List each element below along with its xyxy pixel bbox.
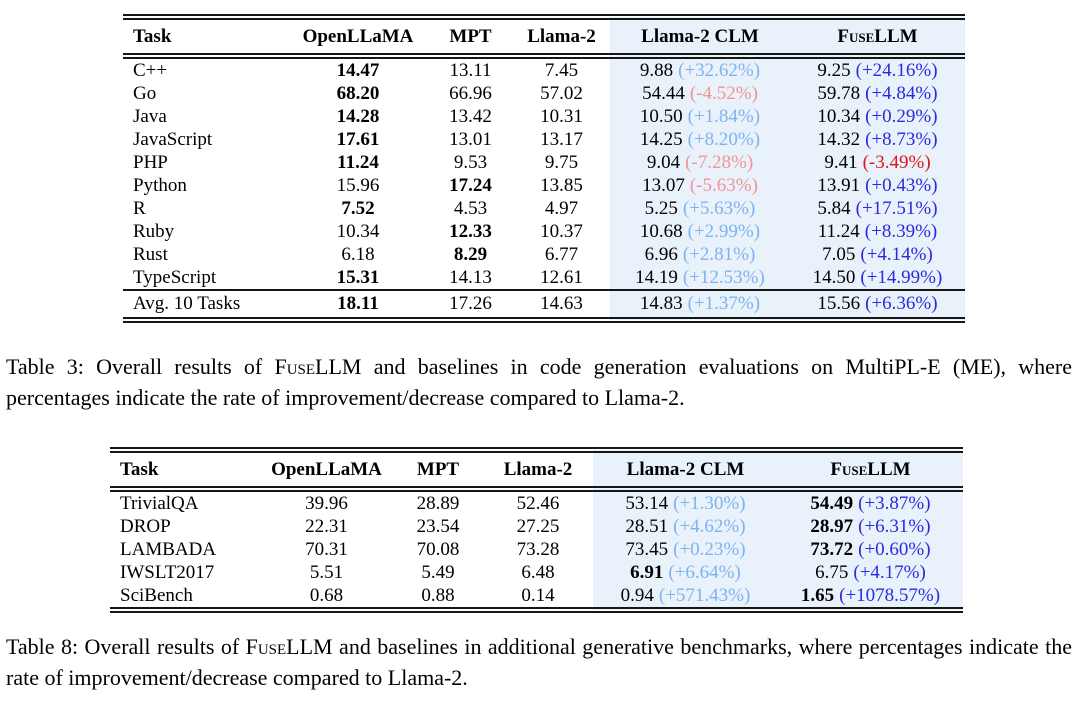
score-value: 4.53 xyxy=(453,197,488,219)
score-cell xyxy=(288,220,428,243)
score-cell xyxy=(260,489,393,515)
percent-change: (+4.17%) xyxy=(853,561,926,583)
task-name-cell: PHP xyxy=(133,151,168,173)
score-cell xyxy=(428,151,513,174)
table-row-ruby xyxy=(123,220,965,243)
table-row-rust xyxy=(123,243,965,266)
percent-change: (+2.81%) xyxy=(682,243,756,265)
score-value: 66.96 xyxy=(449,82,492,104)
score-value: 13.01 xyxy=(449,128,492,150)
score-cell xyxy=(428,290,513,320)
task-name-cell: Python xyxy=(133,174,187,196)
score-value: 17.26 xyxy=(449,293,492,314)
score-value: 13.07 xyxy=(642,174,685,196)
fuse-score-cell xyxy=(790,290,965,320)
score-cell xyxy=(428,197,513,220)
score-value: 9.53 xyxy=(453,151,488,173)
score-cell xyxy=(513,290,610,320)
score-cell xyxy=(483,584,593,610)
task-name-cell: TrivialQA xyxy=(120,492,199,514)
score-value: 10.34 xyxy=(336,220,380,242)
score-value: 8.29 xyxy=(453,243,488,265)
clm-score-cell xyxy=(593,538,778,561)
score-value: 6.18 xyxy=(341,243,375,265)
task-name-cell: Java xyxy=(133,105,167,127)
score-value: 1.65 xyxy=(800,584,835,606)
score-cell xyxy=(483,561,593,584)
score-value: 15.31 xyxy=(336,266,380,288)
score-value: 17.61 xyxy=(336,128,380,150)
task-name-cell: LAMBADA xyxy=(120,538,217,560)
score-cell xyxy=(428,174,513,197)
score-value: 68.20 xyxy=(336,82,380,104)
score-cell xyxy=(483,515,593,538)
score-cell xyxy=(393,561,483,584)
score-value: 54.49 xyxy=(810,492,854,514)
fuse-score-cell xyxy=(778,538,963,561)
score-value: 73.72 xyxy=(810,538,854,560)
score-cell xyxy=(260,538,393,561)
percent-change: (+4.14%) xyxy=(860,243,933,265)
task-name-cell: Rust xyxy=(133,243,168,265)
table-8-header-row xyxy=(110,450,963,489)
percent-change: (-7.28%) xyxy=(685,151,754,173)
table-row-scibench xyxy=(110,584,963,610)
score-cell xyxy=(393,538,483,561)
column-header-task: Task xyxy=(123,17,288,56)
table-row-avg-10-tasks xyxy=(123,290,965,320)
score-cell xyxy=(393,584,483,610)
score-cell xyxy=(288,56,428,82)
percent-change: (-5.63%) xyxy=(689,174,758,196)
score-cell xyxy=(288,151,428,174)
percent-change: (+6.36%) xyxy=(865,293,938,314)
score-value: 23.54 xyxy=(416,515,460,537)
percent-change: (+6.64%) xyxy=(668,561,741,583)
score-value: 39.96 xyxy=(305,492,348,514)
task-name-cell: C++ xyxy=(133,59,168,81)
clm-score-cell xyxy=(610,105,790,128)
percent-change: (+0.29%) xyxy=(865,105,938,127)
score-value: 11.24 xyxy=(817,220,860,242)
score-value: 12.33 xyxy=(449,220,492,242)
score-cell xyxy=(260,584,393,610)
score-cell xyxy=(288,174,428,197)
score-value: 73.45 xyxy=(625,538,669,560)
table-row-trivialqa xyxy=(110,489,963,515)
score-value: 28.89 xyxy=(416,492,460,514)
table-row-r xyxy=(123,197,965,220)
score-value: 10.31 xyxy=(540,105,583,127)
percent-change: (+8.73%) xyxy=(865,128,938,150)
column-header-fusellm: FuseLLM xyxy=(778,450,963,489)
clm-score-cell xyxy=(610,128,790,151)
percent-change: (+8.39%) xyxy=(864,220,938,242)
percent-change: (+12.53%) xyxy=(682,266,765,288)
score-value: 5.49 xyxy=(421,561,455,583)
score-cell xyxy=(428,56,513,82)
column-header-mpt: MPT xyxy=(393,450,483,489)
clm-score-cell xyxy=(593,489,778,515)
score-cell xyxy=(428,82,513,105)
fuse-score-cell xyxy=(790,128,965,151)
score-value: 73.28 xyxy=(516,538,560,560)
score-value: 22.31 xyxy=(305,515,348,537)
task-name-cell: IWSLT2017 xyxy=(120,561,215,583)
percent-change: (+3.87%) xyxy=(858,492,931,514)
score-value: 13.17 xyxy=(540,128,583,150)
percent-change: (+4.84%) xyxy=(865,82,938,104)
table-3-caption xyxy=(6,351,1072,413)
table-row-php xyxy=(123,151,965,174)
clm-score-cell xyxy=(610,56,790,82)
task-name-cell: Avg. 10 Tasks xyxy=(123,290,288,320)
clm-score-cell xyxy=(610,290,790,320)
score-value: 6.91 xyxy=(630,561,664,583)
score-value: 14.13 xyxy=(449,266,492,288)
table-row-go xyxy=(123,82,965,105)
percent-change: (+0.23%) xyxy=(673,538,746,560)
score-value: 10.34 xyxy=(817,105,861,127)
score-cell xyxy=(513,56,610,82)
clm-score-cell xyxy=(593,584,778,610)
score-cell xyxy=(428,266,513,290)
clm-score-cell xyxy=(593,561,778,584)
score-value: 6.77 xyxy=(544,243,579,265)
column-header-openllama: OpenLLaMA xyxy=(260,450,393,489)
percent-change: (+0.60%) xyxy=(858,538,931,560)
percent-change: (+1.84%) xyxy=(687,105,761,127)
task-name-cell: R xyxy=(133,197,146,219)
score-cell xyxy=(513,105,610,128)
fuse-score-cell xyxy=(790,82,965,105)
percent-change: (+1078.57%) xyxy=(839,584,941,606)
caption-text: and baselines in additional generative benchmarks, where percentages indicate the rate of improvement/decrease compared to Llama-2. xyxy=(6,634,1072,690)
score-value: 70.08 xyxy=(416,538,460,560)
fuse-score-cell xyxy=(790,105,965,128)
score-cell xyxy=(513,128,610,151)
score-value: 12.61 xyxy=(540,266,583,288)
score-cell xyxy=(428,220,513,243)
score-cell xyxy=(288,197,428,220)
percent-change: (+4.62%) xyxy=(673,515,746,537)
task-name-cell: TypeScript xyxy=(133,266,217,288)
score-value: 13.91 xyxy=(817,174,861,196)
score-cell xyxy=(513,220,610,243)
clm-score-cell xyxy=(610,82,790,105)
score-value: 13.11 xyxy=(449,59,492,81)
score-value: 4.97 xyxy=(544,197,579,219)
percent-change: (+571.43%) xyxy=(658,584,751,606)
task-name-cell: Go xyxy=(133,82,157,104)
percent-change: (-4.52%) xyxy=(689,82,758,104)
score-value: 57.02 xyxy=(540,82,583,104)
score-value: 7.52 xyxy=(341,197,375,219)
score-value: 9.75 xyxy=(544,151,579,173)
fuse-score-cell xyxy=(790,151,965,174)
table-row-drop xyxy=(110,515,963,538)
score-value: 14.28 xyxy=(336,105,380,127)
fusellm-brand-text: FuseLLM xyxy=(274,354,362,379)
table-3-results xyxy=(123,14,965,323)
score-value: 14.47 xyxy=(336,59,380,81)
table-3-header-row xyxy=(123,17,965,56)
caption-text: Table 3: Overall results of xyxy=(6,354,275,379)
clm-score-cell xyxy=(610,266,790,290)
fuse-score-cell xyxy=(790,220,965,243)
score-value: 5.84 xyxy=(817,197,851,219)
score-value: 13.85 xyxy=(540,174,583,196)
score-cell xyxy=(483,489,593,515)
score-cell xyxy=(513,151,610,174)
score-value: 0.14 xyxy=(521,584,555,606)
clm-score-cell xyxy=(610,197,790,220)
score-value: 59.78 xyxy=(817,82,861,104)
score-value: 6.75 xyxy=(815,561,849,583)
fuse-score-cell xyxy=(778,489,963,515)
score-cell xyxy=(288,243,428,266)
score-value: 11.24 xyxy=(337,151,379,173)
clm-score-cell xyxy=(593,515,778,538)
score-cell xyxy=(428,128,513,151)
clm-score-cell xyxy=(610,151,790,174)
score-value: 10.37 xyxy=(540,220,583,242)
score-value: 28.97 xyxy=(810,515,854,537)
table-row-python xyxy=(123,174,965,197)
percent-change: (+5.63%) xyxy=(682,197,756,219)
percent-change: (+24.16%) xyxy=(855,59,938,81)
fusellm-brand-text: FuseLLM xyxy=(245,634,333,659)
score-value: 9.88 xyxy=(639,59,674,81)
table-row-javascript xyxy=(123,128,965,151)
score-value: 9.41 xyxy=(824,151,858,173)
score-value: 14.50 xyxy=(812,266,856,288)
score-cell xyxy=(288,82,428,105)
column-header-fusellm: FuseLLM xyxy=(790,17,965,56)
fuse-score-cell xyxy=(778,561,963,584)
score-value: 27.25 xyxy=(516,515,560,537)
score-value: 10.50 xyxy=(639,105,683,127)
score-value: 17.24 xyxy=(449,174,492,196)
score-cell xyxy=(428,105,513,128)
score-cell xyxy=(393,489,483,515)
score-cell xyxy=(393,515,483,538)
table-8-caption xyxy=(6,631,1072,693)
score-value: 0.88 xyxy=(421,584,455,606)
score-value: 52.46 xyxy=(516,492,560,514)
task-name-cell: DROP xyxy=(120,515,171,537)
table-8-container xyxy=(110,447,963,613)
score-value: 5.25 xyxy=(644,197,678,219)
column-header-task: Task xyxy=(110,450,260,489)
score-cell xyxy=(483,538,593,561)
table-row-lambada xyxy=(110,538,963,561)
table-row-iwslt2017 xyxy=(110,561,963,584)
score-cell xyxy=(288,290,428,320)
score-value: 6.96 xyxy=(644,243,678,265)
score-value: 15.96 xyxy=(336,174,380,196)
score-value: 5.51 xyxy=(309,561,344,583)
percent-change: (+17.51%) xyxy=(855,197,938,219)
fuse-score-cell xyxy=(778,584,963,610)
score-cell xyxy=(513,82,610,105)
task-name-cell: SciBench xyxy=(120,584,193,606)
table-row-typescript xyxy=(123,266,965,290)
percent-change: (+1.30%) xyxy=(673,492,746,514)
score-value: 14.63 xyxy=(540,293,583,314)
score-value: 10.68 xyxy=(639,220,683,242)
column-header-openllama: OpenLLaMA xyxy=(288,17,428,56)
clm-score-cell xyxy=(610,174,790,197)
score-value: 14.19 xyxy=(635,266,678,288)
fuse-score-cell xyxy=(790,56,965,82)
caption-text: and baselines in code generation evaluations on MultiPL-E (ME), where percentages indicate the rate of improvement/decrease compared to Llama-2. xyxy=(6,354,1072,410)
percent-change: (+8.20%) xyxy=(687,128,761,150)
score-value: 14.25 xyxy=(639,128,683,150)
table-3-container xyxy=(123,14,965,323)
score-cell xyxy=(288,105,428,128)
score-cell xyxy=(260,515,393,538)
percent-change: (+2.99%) xyxy=(687,220,761,242)
score-value: 7.45 xyxy=(544,59,579,81)
score-value: 28.51 xyxy=(625,515,669,537)
score-value: 0.68 xyxy=(309,584,344,606)
table-8-results xyxy=(110,447,963,613)
table-row-java xyxy=(123,105,965,128)
score-value: 14.32 xyxy=(817,128,861,150)
score-value: 6.48 xyxy=(521,561,555,583)
fuse-score-cell xyxy=(790,174,965,197)
percent-change: (+14.99%) xyxy=(860,266,943,288)
clm-score-cell xyxy=(610,220,790,243)
score-cell xyxy=(428,243,513,266)
score-value: 18.11 xyxy=(337,293,379,314)
task-name-cell: Ruby xyxy=(133,220,175,242)
score-value: 9.04 xyxy=(646,151,681,173)
percent-change: (+32.62%) xyxy=(678,59,761,81)
column-header-mpt: MPT xyxy=(428,17,513,56)
score-value: 53.14 xyxy=(625,492,669,514)
task-name-cell: JavaScript xyxy=(133,128,213,150)
column-header-llama-2-clm: Llama-2 CLM xyxy=(593,450,778,489)
score-value: 9.25 xyxy=(817,59,851,81)
score-cell xyxy=(513,243,610,266)
fuse-score-cell xyxy=(790,243,965,266)
fuse-score-cell xyxy=(790,266,965,290)
score-value: 54.44 xyxy=(642,82,685,104)
score-cell xyxy=(513,197,610,220)
score-value: 14.83 xyxy=(639,293,683,314)
score-cell xyxy=(288,128,428,151)
percent-change: (+6.31%) xyxy=(858,515,931,537)
score-value: 13.42 xyxy=(449,105,492,127)
percent-change: (-3.49%) xyxy=(862,151,931,173)
clm-score-cell xyxy=(610,243,790,266)
score-value: 7.05 xyxy=(822,243,856,265)
fuse-score-cell xyxy=(790,197,965,220)
score-value: 70.31 xyxy=(305,538,348,560)
column-header-llama-2-clm: Llama-2 CLM xyxy=(610,17,790,56)
percent-change: (+0.43%) xyxy=(865,174,938,196)
score-value: 0.94 xyxy=(620,584,654,606)
score-cell xyxy=(288,266,428,290)
fuse-score-cell xyxy=(778,515,963,538)
score-cell xyxy=(513,266,610,290)
table-row-c xyxy=(123,56,965,82)
column-header-llama-2: Llama-2 xyxy=(483,450,593,489)
score-cell xyxy=(513,174,610,197)
score-value: 15.56 xyxy=(817,293,861,314)
score-cell xyxy=(260,561,393,584)
percent-change: (+1.37%) xyxy=(687,293,761,314)
caption-text: Table 8: Overall results of xyxy=(6,634,246,659)
column-header-llama-2: Llama-2 xyxy=(513,17,610,56)
